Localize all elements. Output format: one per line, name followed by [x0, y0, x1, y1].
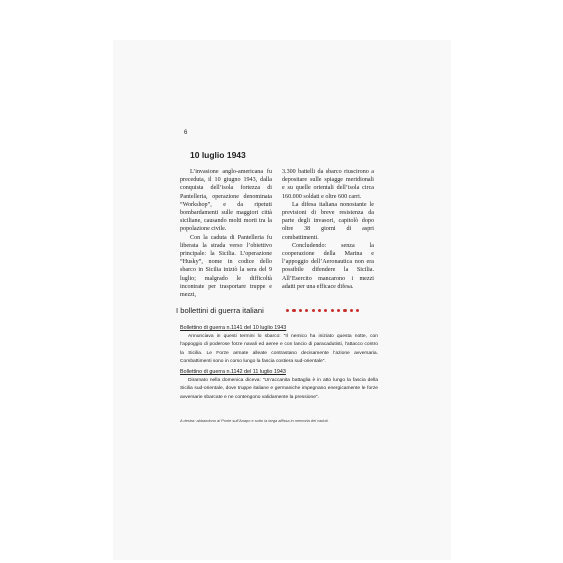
dot-icon — [337, 309, 340, 312]
bulletin-text: Diramato nella domenica diceva: “Un’accanita battaglia è in atto lungo la fascia della Sicilia sud-orientale, dove truppe italiane e germaniche impegnano energicamente le forze avversarie sbarcate e ne contengono validamente la pressione”. — [180, 377, 378, 400]
bulletin-1142 — [180, 368, 378, 402]
dot-icon — [324, 309, 327, 312]
image-caption: A destra: abbandono al Ponte sull’Anapo e sotto la targa affissa in memoria dei caduti. — [180, 418, 329, 423]
paragraph: L’invasione anglo-americana fu preceduta, il 10 giugno 1943, dalla conquista dell’isola fortezza di Pantelleria, operazione denominata “Workshop”, e da ripetuti bombardamenti sulle maggiori città siciliane, causando molti morti tra la popolazione civile. — [180, 169, 272, 233]
page-heading: 10 luglio 1943 — [190, 150, 246, 160]
paragraph: 3.300 battelli da sbarco riuscirono a depositare sulle spiagge meridionali e su quelle orientali dell’isola circa 160.000 soldati e oltre 600 carri. — [282, 169, 374, 200]
section-title: I bollettini di guerra italiani — [176, 306, 264, 315]
dot-icon — [318, 309, 321, 312]
dot-icon — [350, 309, 353, 312]
dot-icon — [286, 309, 289, 312]
paragraph: La difesa italiana nonostante le previsioni di breve resistenza da parte degli invasori, capitolò dopo oltre 38 giorni di aspri combattimenti. — [282, 201, 374, 241]
paragraph: Concludendo: senza la cooperazione della Marina e l’appoggio dell’Aeronautica non era possibile difendere la Sicilia. All’Esercito mancarono i mezzi adatti per una efficace difesa. — [282, 242, 374, 290]
dot-icon — [343, 309, 346, 312]
decorative-dots — [286, 309, 359, 312]
dot-icon — [312, 309, 315, 312]
dot-icon — [331, 309, 334, 312]
article-column-left — [180, 168, 272, 299]
dot-icon — [305, 309, 308, 312]
bulletin-title: Bollettino di guerra n.1141 del 10 luglio 1943 — [180, 325, 287, 331]
bulletin-text: Annunciava in questi termini lo sbarco: “Il nemico ha iniziato questa notte, con l’appoggio di poderose forze navali ed aeree e con lancio di paracadutisti, l’attacco contro la Sicilia. Le Forze armate alleate contrastano decisamente l’azione avversaria. Combattimenti sono in corso lungo la fascia costiera sud-orientale”. — [180, 333, 378, 365]
dot-icon — [299, 309, 302, 312]
section-header — [176, 306, 386, 318]
dot-icon — [356, 309, 359, 312]
article-column-right — [282, 168, 374, 291]
book-page — [113, 40, 451, 560]
page-number: 6 — [184, 130, 188, 136]
bulletin-title: Bollettino di guerra n.1142 del 11 luglio 1943 — [180, 369, 286, 375]
paragraph: Con la caduta di Pantelleria fu liberata la strada verso l’obiettivo principale: la Sicilia. L’operazione “Husky”, nome in codice dello sbarco in Sicilia iniziò la sera del 9 luglio; malgrado le difficoltà incontrate per trasportare truppe e mezzi, — [180, 234, 272, 299]
bulletin-1141 — [180, 324, 378, 367]
dot-icon — [292, 309, 295, 312]
